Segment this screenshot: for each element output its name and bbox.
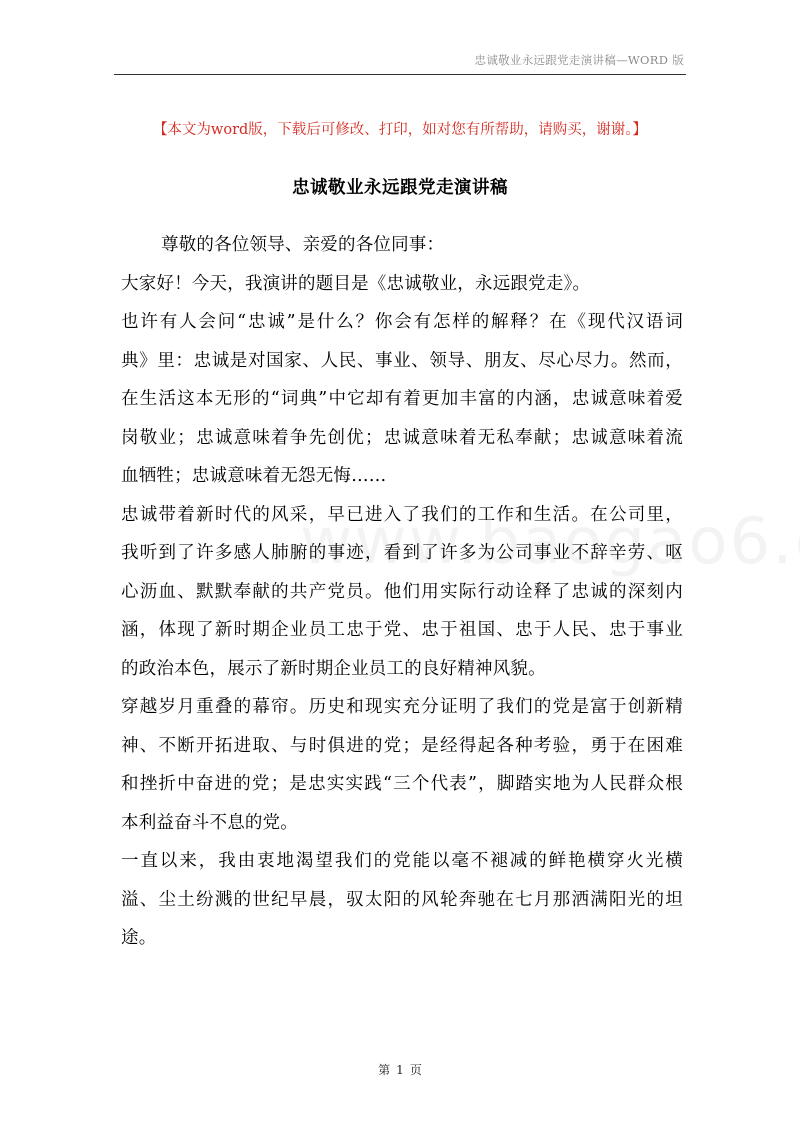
download-notice: 【本文为word版，下载后可修改、打印，如对您有所帮助，请购买，谢谢。】 (152, 122, 648, 138)
paragraph-line: 和挫折中奋进的党；是忠实实践“三个代表”，脚踏实地为人民群众根 (121, 774, 683, 794)
paragraph-line: 一直以来，我由衷地渴望我们的党能以毫不褪减的鲜艳横穿火光横 (121, 851, 683, 871)
paragraph-line: 穿越岁月重叠的幕帘。历史和现实充分证明了我们的党是富于创新精 (121, 697, 683, 717)
page-title: 忠诚敬业永远跟党走演讲稿 (292, 178, 508, 198)
paragraph-line: 大家好！今天，我演讲的题目是《忠诚敬业，永远跟党走》。 (121, 273, 591, 294)
paragraph-3 (121, 496, 683, 689)
header-divider (114, 74, 686, 75)
page-number: 1 (396, 1063, 404, 1077)
greeting-line: 尊敬的各位领导、亲爱的各位同事： (161, 235, 445, 255)
speech-body (121, 226, 683, 958)
paragraph-line: 血牺牲；忠诚意味着无怨无悔…… (121, 466, 387, 486)
paragraph-line: 神、不断开拓进取、与时俱进的党；是经得起各种考验，勇于在困难 (121, 735, 683, 756)
page-prefix: 第 (378, 1063, 391, 1077)
paragraph-line: 岗敬业；忠诚意味着争先创优；忠诚意味着无私奉献；忠诚意味着流 (121, 427, 683, 448)
paragraph-line: 溢、尘土纷溅的世纪早晨，驭太阳的风轮奔驰在七月那洒满阳光的坦 (121, 889, 683, 910)
paragraph-line: 也许有人会问“忠诚”是什么？你会有怎样的解释？在《现代汉语词 (121, 312, 683, 332)
paragraph-line: 在生活这本无形的“词典”中它却有着更加丰富的内涵，忠诚意味着爱 (121, 389, 683, 409)
paragraph-line: 的政治本色，展示了新时期企业员工的良好精神风貌。 (121, 658, 546, 679)
paragraph-2 (121, 303, 683, 496)
paragraph-line: 涵，体现了新时期企业员工忠于党、忠于祖国、忠于人民、忠于事业 (121, 620, 683, 640)
paragraph-line: 途。 (121, 928, 157, 948)
paragraph-line: 典》里：忠诚是对国家、人民、事业、领导、朋友、尽心尽力。然而， (121, 350, 683, 371)
paragraph-1 (121, 265, 683, 304)
paragraph-4 (121, 688, 683, 842)
page-suffix: 页 (409, 1063, 422, 1077)
paragraph-line: 心沥血、默默奉献的共产党员。他们用实际行动诠释了忠诚的深刻内 (121, 581, 683, 602)
document-header-label: 忠诚敬业永远跟党走演讲稿—WORD 版 (474, 53, 684, 67)
paragraph-line: 本利益奋斗不息的党。 (121, 812, 298, 833)
paragraph-5 (121, 842, 683, 958)
paragraph-line: 忠诚带着新时代的风采，早已进入了我们的工作和生活。在公司里， (121, 504, 683, 525)
paragraph-line: 我听到了许多感人肺腑的事迹，看到了许多为公司事业不辞辛劳、呕 (121, 543, 683, 563)
page-footer (0, 1061, 800, 1078)
